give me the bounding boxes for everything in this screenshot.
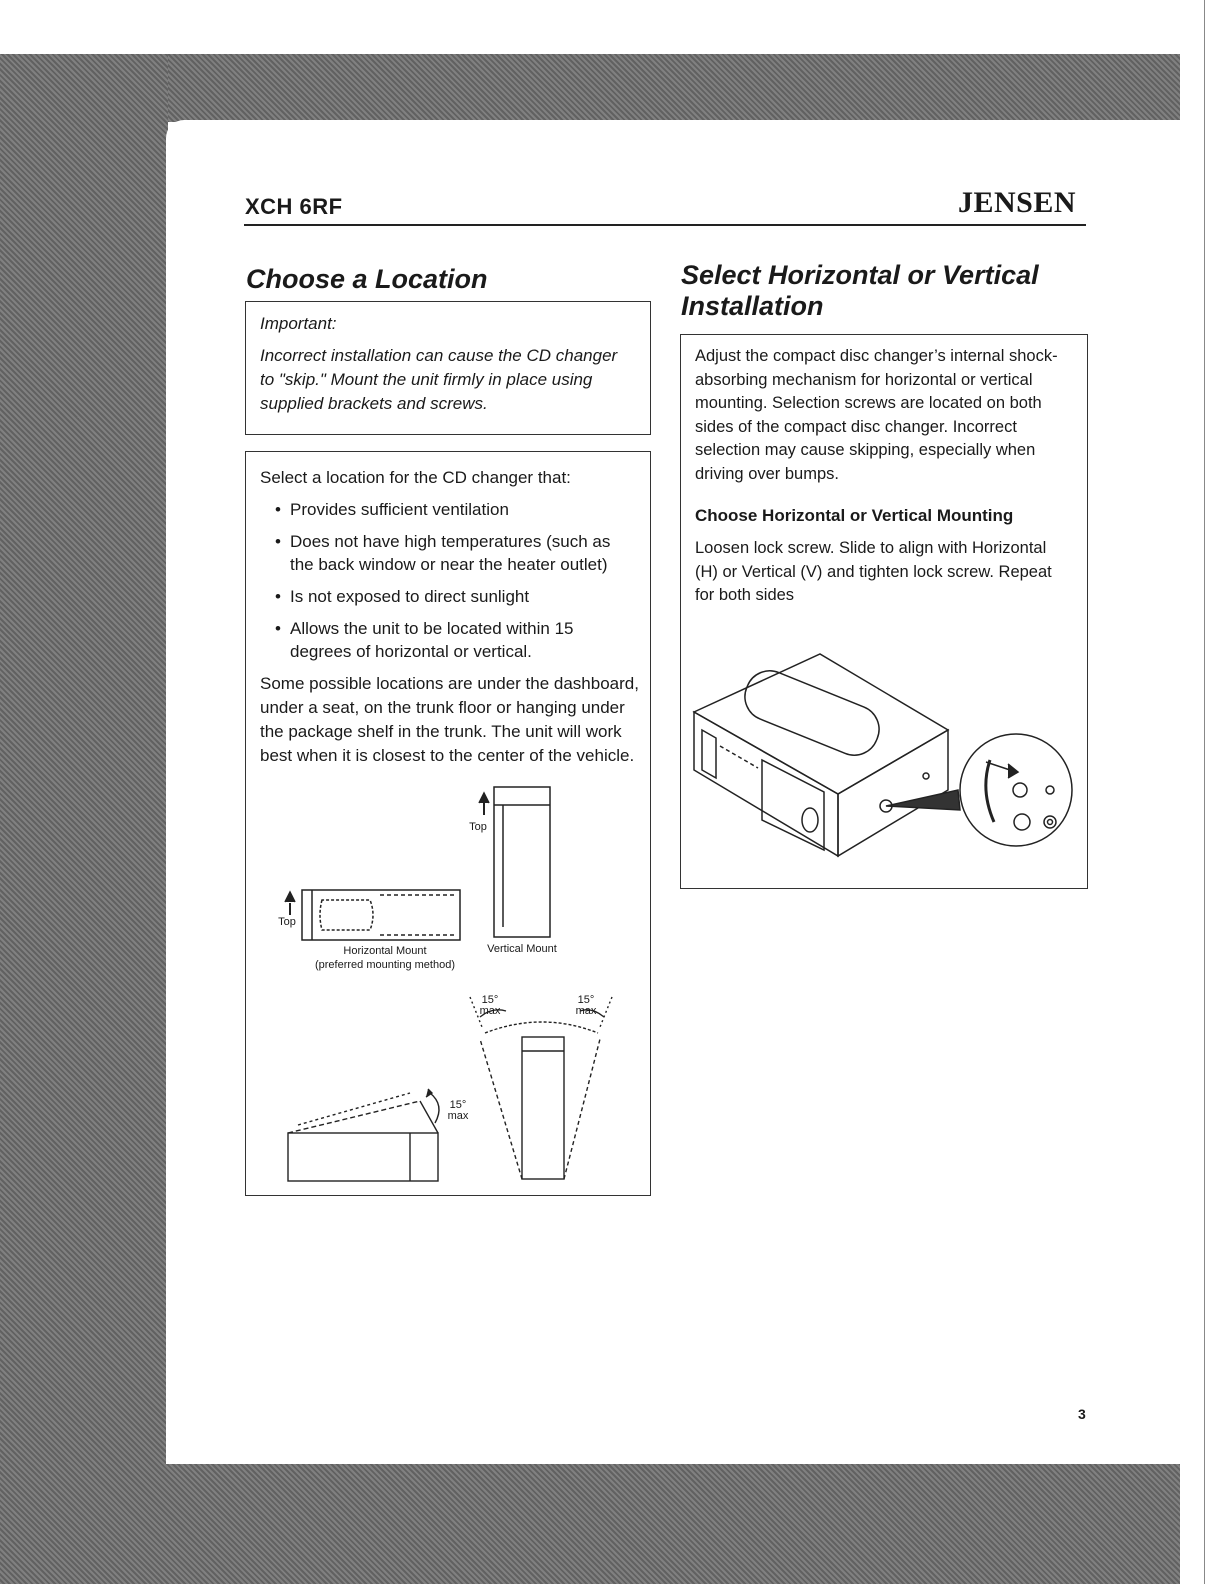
- mounting-steps: Loosen lock screw. Slide to align with Horizontal (H) or Vertical (V) and tighten lock screw. Repeat for both sides: [695, 539, 1052, 604]
- vertical-mount-caption: Vertical Mount: [487, 943, 557, 955]
- location-intro: Select a location for the CD changer that:: [260, 468, 571, 487]
- bullet-item: • Does not have high temperatures (such as the back window or near the heater outlet): [275, 532, 611, 574]
- angle-right-label: 15° max: [575, 994, 597, 1017]
- model-label: XCH 6RF: [245, 194, 343, 219]
- angle-horizontal-label: 15° max: [447, 1099, 469, 1122]
- header-rule: [244, 224, 1086, 226]
- bullet-item: • Provides sufficient ventilation: [275, 500, 509, 519]
- choose-location-title: Choose a Location: [246, 264, 488, 294]
- page-edge: [1204, 0, 1205, 1584]
- bullet-item: • Allows the unit to be located within 15 degrees of horizontal or vertical.: [275, 619, 574, 661]
- horizontal-mount-illustration: [285, 890, 460, 940]
- scan-border-bottom: [0, 1462, 1180, 1584]
- cd-changer-illustration: [690, 650, 1082, 885]
- important-notice: [245, 301, 651, 435]
- vertical-mount-illustration: [479, 787, 550, 937]
- vertical-tilt-illustration: [470, 994, 612, 1179]
- angle-left-label: 15° max: [479, 994, 501, 1017]
- top-label-horizontal: Top: [278, 916, 296, 928]
- bullet-item: • Is not exposed to direct sunlight: [275, 587, 530, 606]
- installation-text: Adjust the compact disc changer’s internal shock-absorbing mechanism for horizontal or vertical mounting. Selection screws are located on both sides of the compact disc changer. Incorrect selection may cause skipping, especially when driving over bumps.: [695, 347, 1058, 483]
- horizontal-mount-caption: Horizontal Mount (preferred mounting method): [314, 945, 455, 971]
- location-paragraph: Some possible locations are under the dashboard, under a seat, on the trunk floor or hanging under the package shelf in the trunk. The unit will work best when it is closest to the center of the vehicle.: [260, 674, 639, 765]
- important-label: Important:: [260, 314, 337, 333]
- installation-title: Select Horizontal or Vertical Installation: [681, 260, 1039, 321]
- brand-logo: JENSEN: [958, 186, 1077, 219]
- important-text: Incorrect installation can cause the CD changer to "skip." Mount the unit firmly in place using supplied brackets and screws.: [260, 346, 618, 413]
- top-label-vertical: Top: [469, 821, 487, 833]
- page-number: 3: [1078, 1406, 1086, 1422]
- scan-border-left: [0, 54, 168, 1584]
- mounting-orientation-figure: [270, 775, 640, 1185]
- horizontal-tilt-illustration: [288, 1089, 439, 1181]
- mounting-subhead: Choose Horizontal or Vertical Mounting: [695, 506, 1014, 525]
- scan-border-top: [0, 54, 1180, 122]
